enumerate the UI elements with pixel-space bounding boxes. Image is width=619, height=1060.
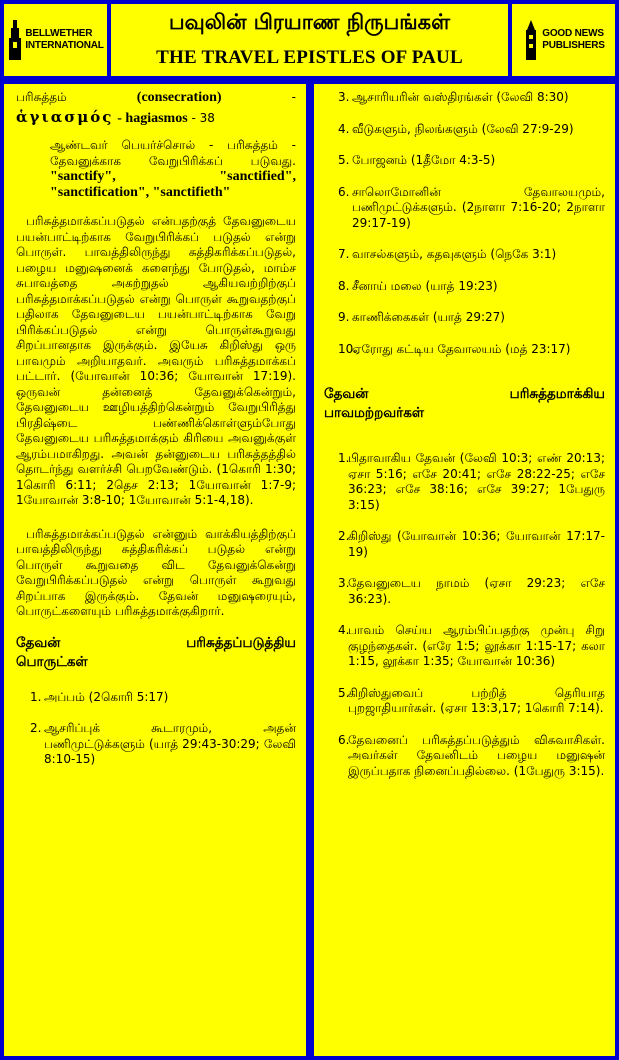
- logo-left-line1: BELLWETHER: [25, 28, 93, 39]
- list-item: [324, 247, 605, 263]
- list-item: [324, 733, 605, 780]
- intro-english: (consecration): [136, 90, 222, 105]
- list-item: [324, 623, 605, 670]
- item-number: 4.: [338, 623, 350, 637]
- item-number: 5.: [338, 685, 350, 700]
- heading-objects-line2: பொருட்கள்: [16, 653, 88, 670]
- list-item: [324, 279, 605, 295]
- item-number: 10.: [338, 341, 358, 356]
- left-column: [4, 84, 306, 1056]
- list-item: [324, 576, 605, 607]
- item-text: ஆசாரியரின் வஸ்திரங்கள் (லேவி 8:30): [352, 90, 569, 104]
- note-english: "sanctify", "sanctified", "sanctification", "sanctifieth": [50, 169, 296, 200]
- title-box: [111, 4, 508, 76]
- item-text: அப்பம் (2கொரி 5:17): [44, 689, 169, 704]
- item-number: 1.: [338, 451, 350, 465]
- item-text: தேவனைப் பரிசுத்தப்படுத்தும் விசுவாசிகள். அவர்கள் தேவனிடம் பழைய மனுஷன் இருப்பதாக நினைப்பதில்லை. (1பேதுரு 3:15).: [348, 732, 605, 778]
- objects-list: [16, 690, 296, 768]
- list-item: [16, 721, 296, 768]
- item-number: 9.: [338, 310, 350, 324]
- heading-objects-line1: தேவன் பரிசுத்தப்படுத்திய: [16, 634, 296, 651]
- item-text: கிறிஸ்துவைப் பற்றித் தெரியாத புறஜாதியார்கள். (ஏசா 13:3,17; 1கொரி 7:14).: [348, 685, 605, 715]
- logo-right-line2: PUBLISHERS: [542, 40, 605, 51]
- strongs-number: - 38: [191, 110, 215, 125]
- item-number: 4.: [338, 121, 350, 136]
- greek-line: [16, 107, 296, 127]
- item-text: காணிக்கைகள் (யாத் 29:27): [352, 310, 505, 324]
- section-heading-sinless: [324, 385, 605, 423]
- list-item: [16, 690, 296, 706]
- list-item: [324, 90, 605, 106]
- item-text: ஏரோது கட்டிய தேவாலயம் (மத் 23:17): [352, 341, 571, 356]
- item-number: 8.: [338, 278, 350, 293]
- sinless-list: [324, 451, 605, 779]
- right-column: [314, 84, 615, 1056]
- section-heading-objects: [16, 634, 296, 672]
- item-number: 3.: [338, 576, 350, 590]
- item-text: பாவம் செய்ய ஆரம்பிப்பதற்கு முன்பு சிறு குழந்தைகள். (எரே 1:5; லூக்கா 1:15-17; கலா 1:15, லூக்கா 1:35; யோவான் 10:36): [348, 623, 605, 668]
- objects-list-continued: [324, 90, 605, 357]
- item-text: தேவனுடைய நாமம் (ஏசா 29:23; எசே 36:23).: [348, 576, 605, 606]
- item-text: சீனாய் மலை (யாத் 19:23): [352, 278, 498, 293]
- item-text: கிறிஸ்து (யோவான் 10:36; யோவான் 17:17-19): [348, 529, 605, 559]
- logo-right-line1: GOOD NEWS: [542, 28, 604, 39]
- title-tamil: பவுலின் பிரயாண நிருபங்கள்: [168, 10, 451, 34]
- heading-sinless-line1: தேவன் பரிசுத்தமாக்கிய: [324, 386, 605, 402]
- item-number: 2.: [338, 529, 350, 543]
- greek-word: ἁγιασμός: [16, 107, 114, 126]
- list-item: [324, 529, 605, 560]
- item-text: வாசல்களும், கதவுகளும் (நெகே 3:1): [352, 247, 557, 261]
- bell-tower-icon: [7, 20, 23, 60]
- definition-note: [16, 138, 296, 200]
- good-news-logo: [512, 4, 615, 76]
- paragraph-1: பரிசுத்தமாக்கப்படுதல் என்பதற்குத் தேவனுடைய பயன்பாட்டிற்காக வேறுபிரிக்கப் படுதல் என்று பொருள். பாவத்திலிருந்து சுத்திகரிக்கப்படுதல், பழைய மனுஷனைக் களைந்து போடுதல், மாம்ச சுபாவத்தை அகற்றுதல் ஆகியவற்றிற்குப் பரிசுத்தமாக்கப்படுதல் என்று பொருள் கூறுவதற்குப் பதிலாக தேவனுடைய பயன்பாட்டிற்காக வேறு பிரிக்கப்படுதல் என்று பொருள்கூறுவது சிறப்பானதாக இருக்கும். இயேசு கிறிஸ்து ஒரு பாவமும் அறியாதவர். அவரும் பரிசுத்தமாக்கப் பட்டார். (யோவான் 10:36; யோவான் 17:19). ஒருவன் தன்னைத் தேவனுக்கென்றும், தேவனுடைய ஊழியத்திற்கென்றும் வேறுபிரித்து பிரதிஷ்டை பண்ணிக்கொள்ளும்போது தேவனுடைய பரிசுத்தமாக்கும் கிரியை அவனுக்குள் ஆரம்பமாகிறது. அவன் தன்னுடைய பரிசுத்தத்தில் தொடர்ந்து வளர்ச்சி பெறவேண்டும். (1கொரி 1:30; 1கொரி 6:11; 2தெச 2:13; 1யோவான் 1:7-9; 1யோவான் 3:8-10; 1யோவான் 5:1-4,18).: [16, 214, 296, 507]
- title-english: THE TRAVEL EPISTLES OF PAUL: [156, 47, 463, 68]
- item-number: 2.: [30, 721, 42, 735]
- logo-left-line2: INTERNATIONAL: [25, 40, 104, 51]
- tower-icon: [522, 20, 540, 60]
- item-number: 5.: [338, 153, 350, 167]
- intro-word: பரிசுத்தம்: [16, 90, 67, 104]
- item-text: வீடுகளும், நிலங்களும் (லேவி 27:9-29): [352, 121, 574, 136]
- header: [0, 0, 619, 80]
- item-number: 6.: [338, 732, 350, 747]
- item-text: சாலொமோனின் தேவாலயமும், பணிமுட்டுக்களும். (2நாளா 7:16-20; 2நாளா 29:17-19): [352, 184, 605, 230]
- item-number: 7.: [338, 247, 350, 261]
- item-text: போஜனம் (1தீமோ 4:3-5): [352, 153, 496, 167]
- list-item: [324, 342, 605, 358]
- item-number: 3.: [338, 90, 350, 104]
- intro-dash: -: [291, 90, 296, 104]
- definition-line: [16, 90, 296, 106]
- list-item: [324, 451, 605, 513]
- list-item: [324, 185, 605, 232]
- paragraph-2: பரிசுத்தமாக்கப்படுதல் என்னும் வாக்கியத்திற்குப் பாவத்திலிருந்து சுத்திகரிக்கப் படுதல் என்று பொருள் கூறுவதை விட தேவனுக்கென்று வேறுபிரிக்கப்படுதல் என்று பொருள் கூறுவது சிறப்பாக இருக்கும். தேவன் மனுஷரையும், பொருட்களையும் பரிசுத்தமாக்குகிறார்.: [16, 526, 296, 618]
- item-number: 6.: [338, 184, 350, 199]
- list-item: [324, 122, 605, 138]
- list-item: [324, 153, 605, 169]
- heading-sinless-line2: பாவமற்றவர்கள்: [324, 405, 425, 421]
- list-item: [324, 686, 605, 717]
- note-tamil: ஆண்டவர் பெயர்ச்சொல் - பரிசுத்தம் - தேவனுக்காக வேறுபிரிக்கப் படுவது.: [50, 138, 296, 168]
- list-item: [324, 310, 605, 326]
- bellwether-logo: [4, 4, 107, 76]
- item-number: 1.: [30, 689, 42, 704]
- transliteration: - hagiasmos: [117, 110, 188, 126]
- item-text: ஆசரிப்புக் கூடாரமும், அதன் பணிமுட்டுக்களும் (யாத் 29:43-30:29; லேவி 8:10-15): [44, 721, 296, 766]
- item-text: பிதாவாகிய தேவன் (லேவி 10:3; எண் 20:13; ஏசா 5:16; எசே 20:41; எசே 28:22-25; எசே 36:23; எசே 38:16; எசே 39:27; 1பேதுரு 3:15): [348, 451, 605, 512]
